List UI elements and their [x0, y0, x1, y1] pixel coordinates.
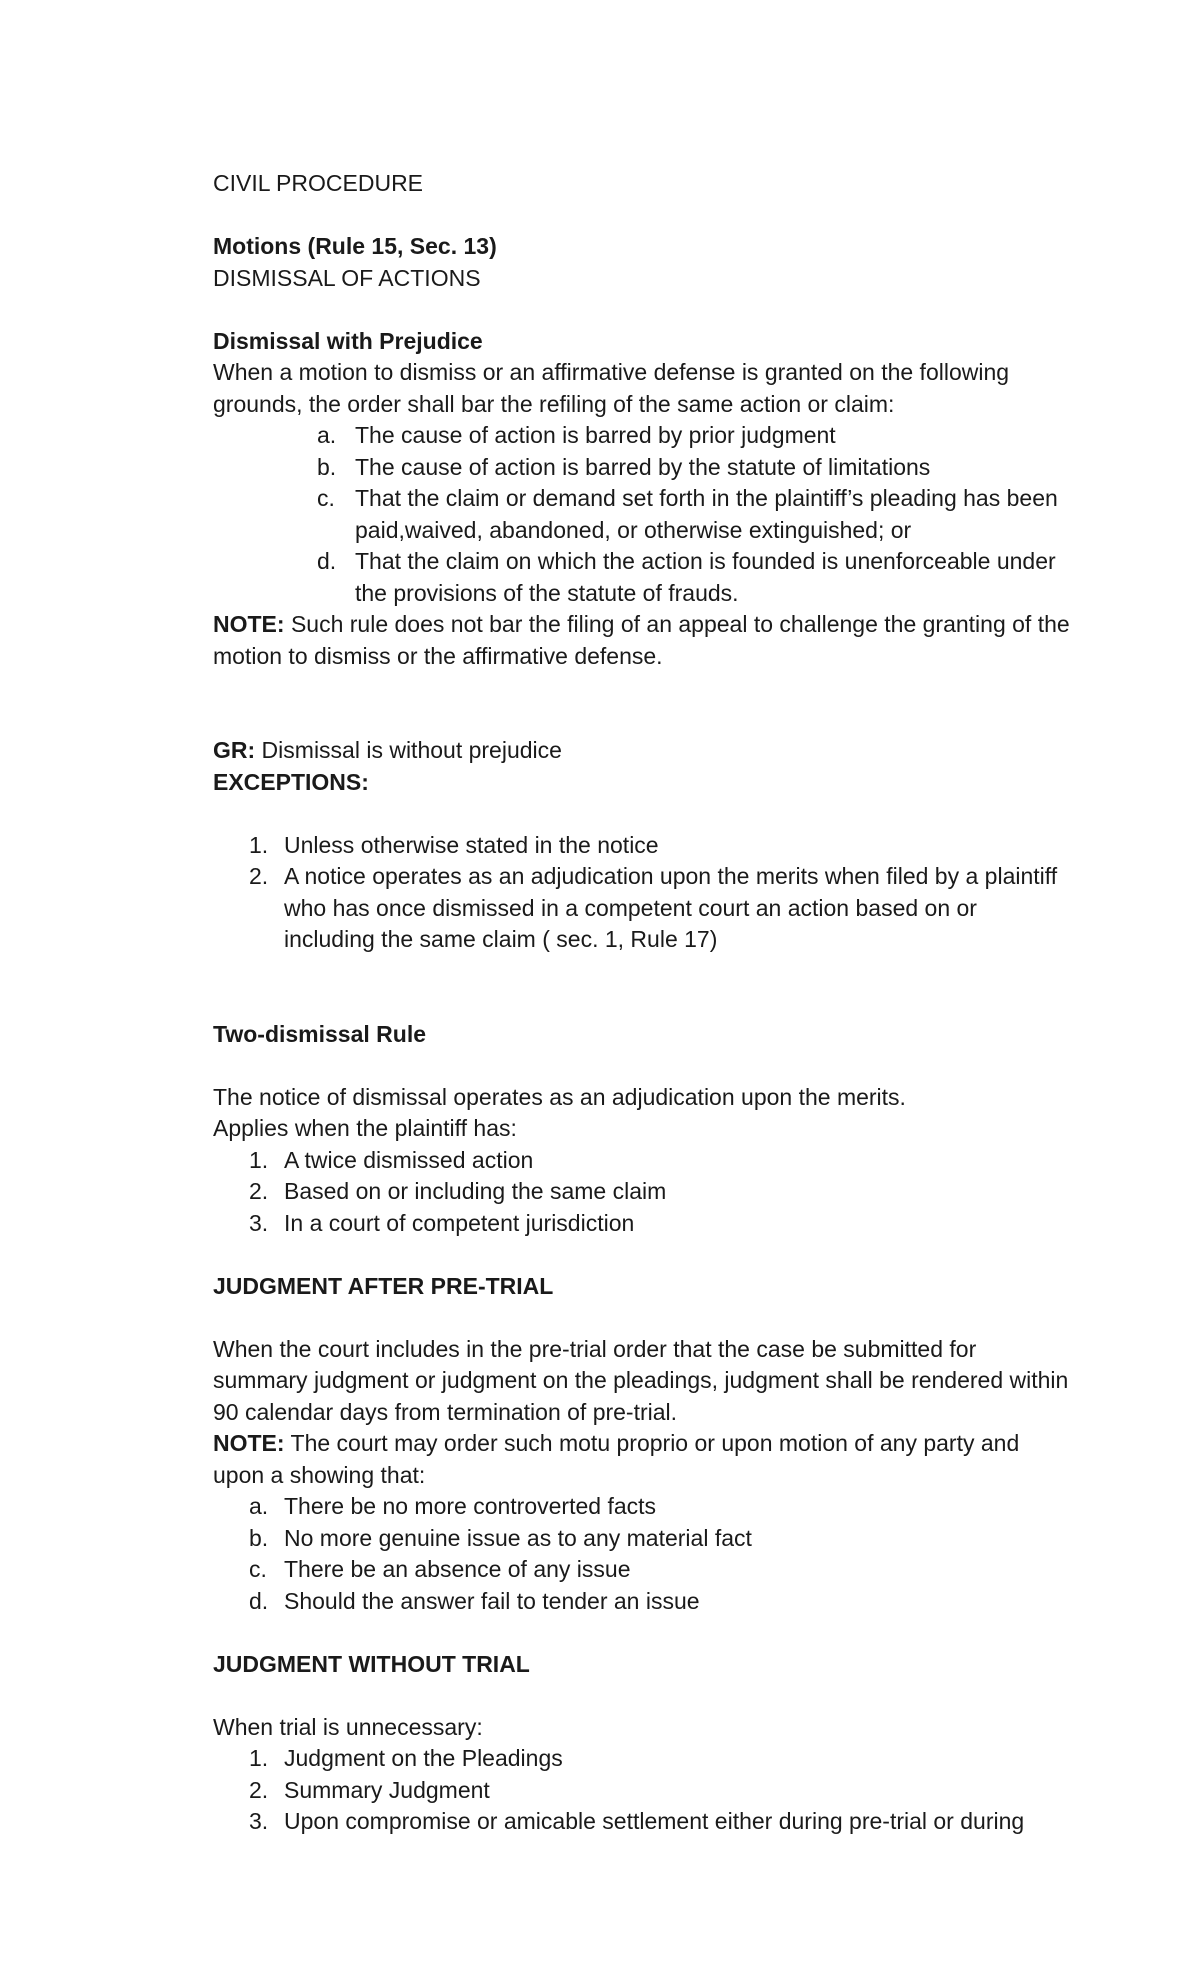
- motions-heading: Motions (Rule 15, Sec. 13): [213, 233, 497, 259]
- prejudice-note: NOTE: Such rule does not bar the filing of an appeal to challenge the granting of the motion to dismiss or the affirmative defense.: [213, 611, 1070, 669]
- list-item: 3. In a court of competent jurisdiction: [249, 1209, 635, 1236]
- two-dismissal-list: [213, 1145, 1073, 1240]
- dismissal-heading: DISMISSAL OF ACTIONS: [213, 264, 481, 291]
- without-trial-heading: JUDGMENT WITHOUT TRIAL: [213, 1650, 530, 1677]
- document-page: [213, 168, 1073, 1838]
- without-trial-intro: When trial is unnecessary:: [213, 1713, 483, 1740]
- list-item: 1. A twice dismissed action: [249, 1146, 534, 1173]
- list-item: 1. Judgment on the Pleadings: [249, 1745, 563, 1771]
- list-item: c. There be an absence of any issue: [249, 1556, 631, 1582]
- list-item: c. That the claim or demand set forth in the plaintiff’s pleading has been paid,waived, abandoned, or otherwise extinguished; or: [317, 485, 1058, 543]
- two-dismissal-heading: Two-dismissal Rule: [213, 1020, 427, 1047]
- list-item: 1. Unless otherwise stated in the notice: [249, 831, 659, 858]
- after-pretrial-paragraph: When the court includes in the pre-trial order that the case be submitted for summary judgment or judgment on the pleadings, judgment shall be rendered within 90 calendar days from termination of pre-trial.: [213, 1335, 1069, 1425]
- prejudice-intro: When a motion to dismiss or an affirmative defense is granted on the following grounds, the order shall bar the refiling of the same action or claim:: [213, 359, 1010, 417]
- exceptions-list: [213, 830, 1073, 956]
- general-rule: GR: Dismissal is without prejudice: [213, 737, 562, 763]
- list-item: b. The cause of action is barred by the statute of limitations: [317, 453, 931, 480]
- list-item: 2. Based on or including the same claim: [249, 1178, 667, 1204]
- prejudice-heading: Dismissal with Prejudice: [213, 327, 483, 354]
- two-dismissal-line2: Applies when the plaintiff has:: [213, 1115, 517, 1141]
- list-item: a. There be no more controverted facts: [249, 1493, 657, 1519]
- two-dismissal-line1: The notice of dismissal operates as an adjudication upon the merits.: [213, 1083, 906, 1110]
- list-item: 3. Upon compromise or amicable settlement either during pre-trial or during: [249, 1808, 1025, 1834]
- list-item: 2. A notice operates as an adjudication upon the merits when filed by a plaintiff who has once dismissed in a competent court an action based on or including the same claim ( sec. 1, Rule 17): [249, 863, 1058, 952]
- document-title: CIVIL PROCEDURE: [213, 170, 424, 196]
- list-item: b. No more genuine issue as to any material fact: [249, 1524, 752, 1551]
- after-pretrial-note: NOTE: The court may order such motu proprio or upon motion of any party and upon a showing that:: [213, 1430, 1020, 1488]
- after-pretrial-heading: JUDGMENT AFTER PRE-TRIAL: [213, 1272, 554, 1299]
- without-trial-list: [213, 1743, 1073, 1838]
- list-item: d. Should the answer fail to tender an issue: [249, 1587, 700, 1614]
- exceptions-heading: EXCEPTIONS:: [213, 768, 369, 795]
- after-pretrial-list: [213, 1491, 1073, 1617]
- list-item: d. That the claim on which the action is founded is unenforceable under the provisions of the statute of frauds.: [317, 548, 1056, 606]
- list-item: 2. Summary Judgment: [249, 1776, 490, 1803]
- prejudice-list: [213, 420, 1073, 609]
- list-item: a. The cause of action is barred by prior judgment: [317, 422, 836, 448]
